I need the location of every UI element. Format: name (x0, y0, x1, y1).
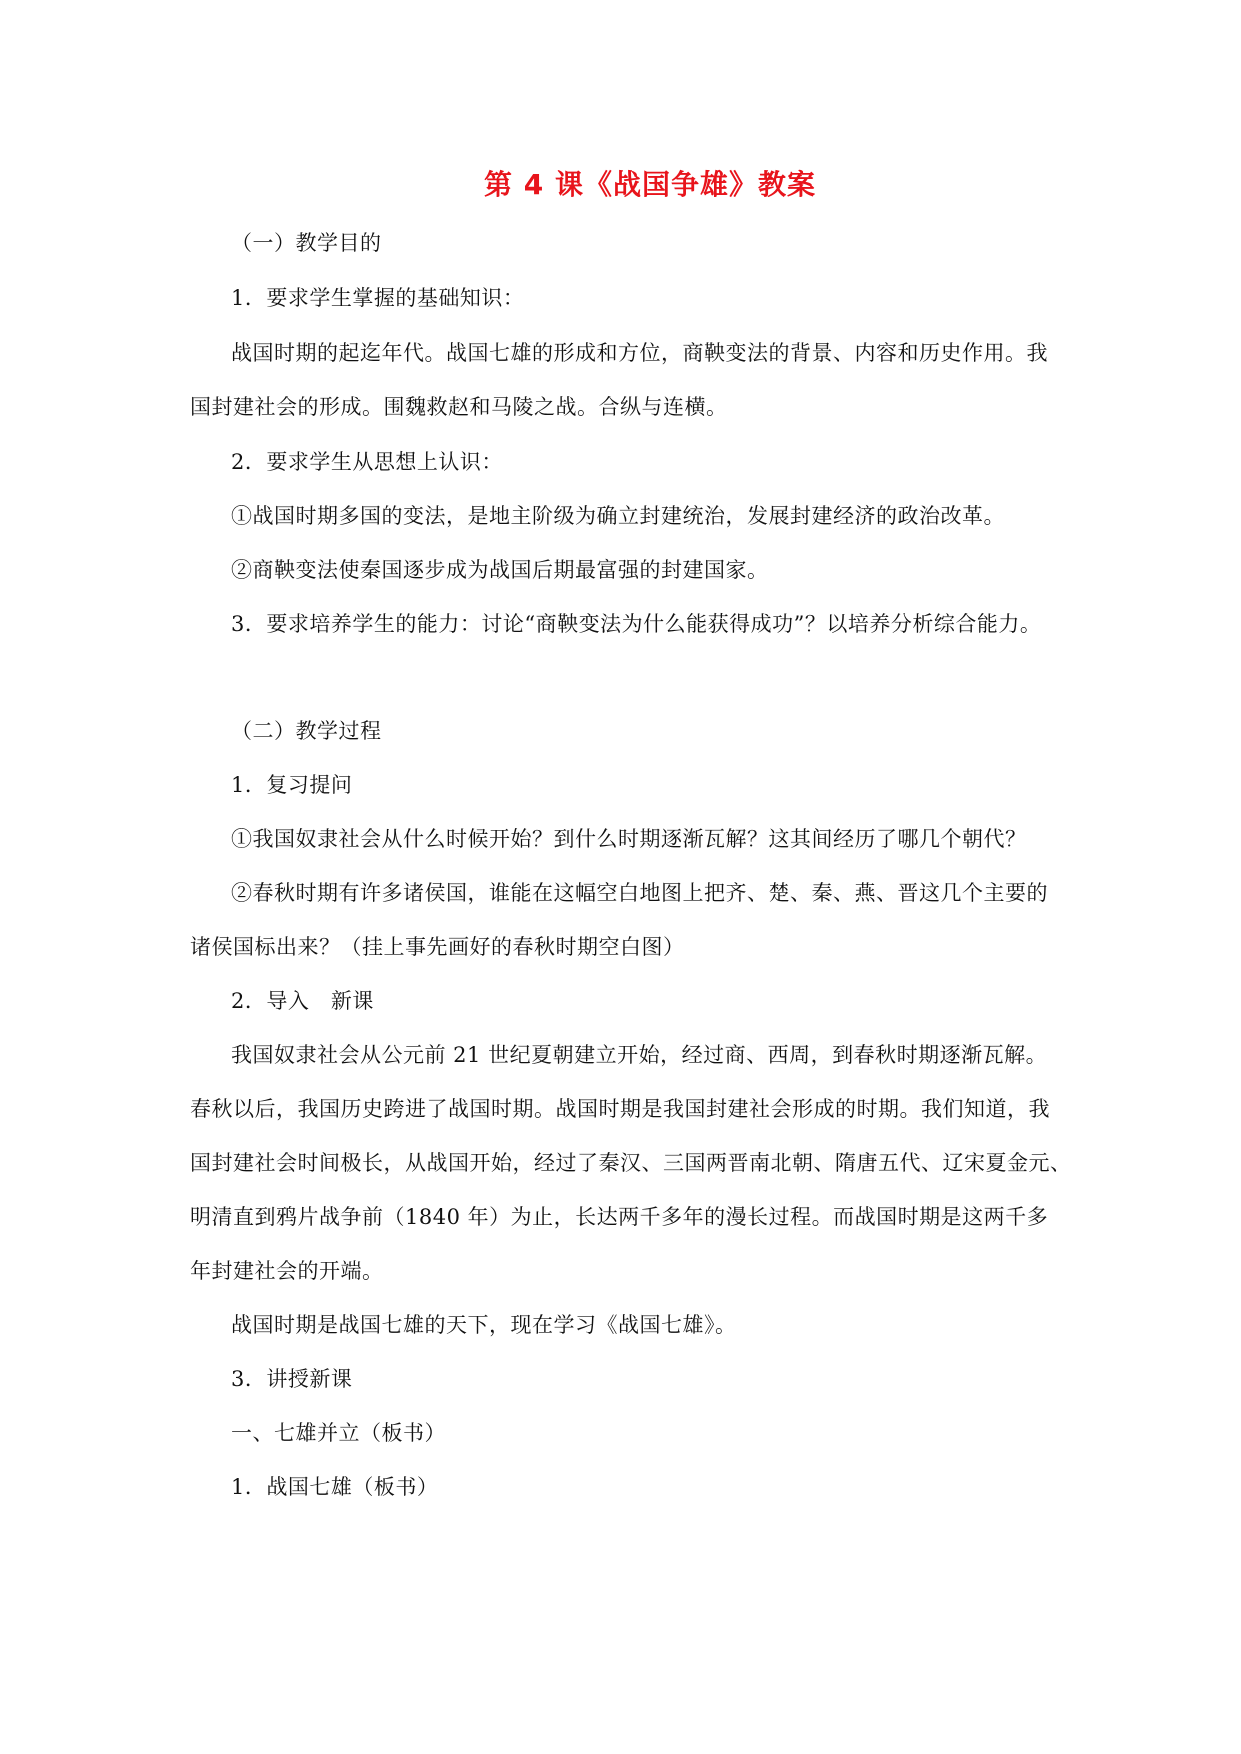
process-item-2: 2．导入 新课 (231, 989, 374, 1013)
paragraph-line: 战国时期是战国七雄的天下，现在学习《战国七雄》。 (231, 1313, 737, 1337)
paragraph-line: 诸侯国标出来？（挂上事先画好的春秋时期空白图） (190, 935, 685, 959)
board-subheading: 1．战国七雄（板书） (231, 1475, 439, 1499)
paragraph-line: ①战国时期多国的变法，是地主阶级为确立封建统治，发展封建经济的政治改革。 (231, 504, 1005, 528)
process-item-1: 1．复习提问 (231, 773, 353, 797)
objective-item-3: 3．要求培养学生的能力：讨论“商鞅变法为什么能获得成功”？以培养分析综合能力。 (231, 612, 1042, 636)
board-heading: 一、七雄并立（板书） (231, 1421, 446, 1445)
objective-item-2: 2．要求学生从思想上认识： (231, 450, 503, 474)
paragraph-line: 年封建社会的开端。 (190, 1259, 384, 1283)
objective-item-1: 1．要求学生掌握的基础知识： (231, 286, 525, 310)
paragraph-line: 战国时期的起迄年代。战国七雄的形成和方位，商鞅变法的背景、内容和历史作用。我 (231, 341, 1048, 365)
section-heading-process: （二）教学过程 (231, 719, 382, 743)
section-heading-objectives: （一）教学目的 (231, 231, 382, 255)
paragraph-line: 春秋以后，我国历史跨进了战国时期。战国时期是我国封建社会形成的时期。我们知道，我 (190, 1097, 1050, 1121)
paragraph-line: ②商鞅变法使秦国逐步成为战国后期最富强的封建国家。 (231, 558, 769, 582)
paragraph-line: 国封建社会时间极长，从战国开始，经过了秦汉、三国两晋南北朝、隋唐五代、辽宋夏金元、 (190, 1151, 1072, 1175)
paragraph-line: 明清直到鸦片战争前（1840 年）为止，长达两千多年的漫长过程。而战国时期是这两千多 (190, 1205, 1049, 1229)
document-title: 第 4 课《战国争雄》教案 (484, 168, 816, 201)
paragraph-line: 我国奴隶社会从公元前 21 世纪夏朝建立开始，经过商、西周，到春秋时期逐渐瓦解。 (231, 1043, 1048, 1067)
paragraph-line: 国封建社会的形成。围魏救赵和马陵之战。合纵与连横。 (190, 395, 728, 419)
paragraph-line: ①我国奴隶社会从什么时候开始？到什么时期逐渐瓦解？这其间经历了哪几个朝代？ (231, 827, 1027, 851)
paragraph-line: ②春秋时期有许多诸侯国，谁能在这幅空白地图上把齐、楚、秦、燕、晋这几个主要的 (231, 881, 1048, 905)
process-item-3: 3．讲授新课 (231, 1367, 353, 1391)
